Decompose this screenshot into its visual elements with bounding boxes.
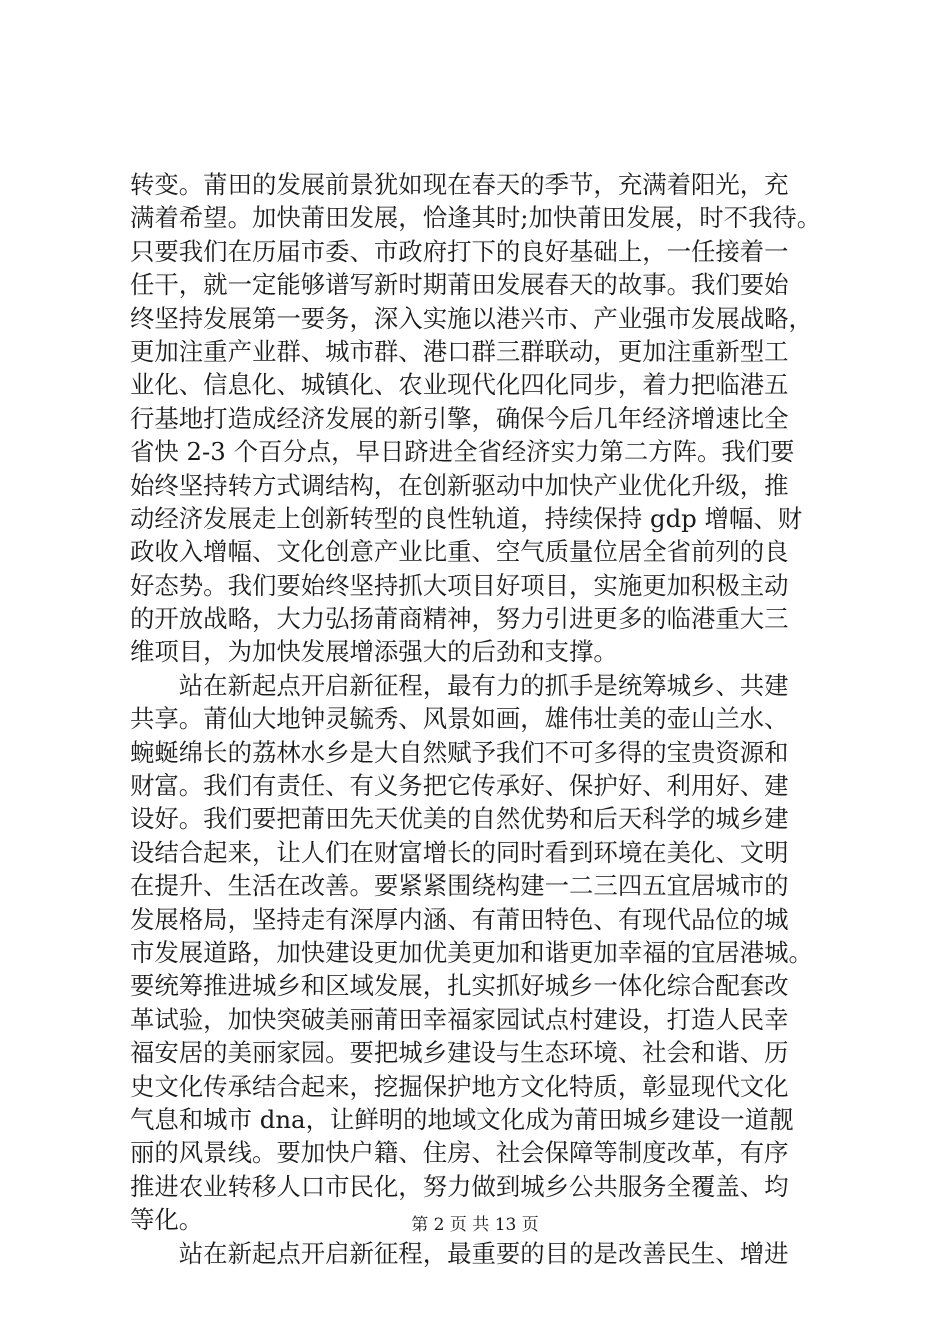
text-line: 更加注重产业群、城市群、港口群三群联动，更加注重新型工 bbox=[130, 336, 789, 366]
text-line: 业化、信息化、城镇化、农业现代化四化同步，着力把临港五 bbox=[130, 370, 789, 400]
text-line: 转变。莆田的发展前景犹如现在春天的季节，充满着阳光，充 bbox=[130, 170, 789, 199]
text-line: 设结合起来，让人们在财富增长的同时看到环境在美化、文明 bbox=[130, 837, 789, 867]
text-line: 省快 2-3 个百分点，早日跻进全省经济实力第二方阵。我们要 bbox=[130, 437, 795, 467]
text-line: 终坚持发展第一要务，深入实施以港兴市、产业强市发展战略， bbox=[130, 303, 813, 333]
text-line: 革试验，加快突破美丽莆田幸福家园试点村建设，打造人民幸 bbox=[130, 1004, 789, 1034]
text-line: 任干，就一定能够谱写新时期莆田发展春天的故事。我们要始 bbox=[130, 270, 789, 300]
text-line: 等化。 bbox=[130, 1205, 204, 1235]
text-line: 共享。莆仙大地钟灵毓秀、风景如画，雄伟壮美的壶山兰水、 bbox=[130, 704, 789, 734]
text-line: 发展格局，坚持走有深厚内涵、有莆田特色、有现代品位的城 bbox=[130, 904, 789, 934]
body-text bbox=[130, 168, 830, 1270]
text-line: 设好。我们要把莆田先天优美的自然优势和后天科学的城乡建 bbox=[130, 804, 789, 834]
text-line: 市发展道路，加快建设更加优美更加和谐更加幸福的宜居港城。 bbox=[130, 937, 813, 967]
text-line: 行基地打造成经济发展的新引擎，确保今后几年经济增速比全 bbox=[130, 403, 789, 433]
text-line: 的开放战略，大力弘扬莆商精神，努力引进更多的临港重大三 bbox=[130, 604, 789, 634]
text-line: 在提升、生活在改善。要紧紧围绕构建一二三四五宜居城市的 bbox=[130, 871, 789, 901]
text-line: 维项目，为加快发展增添强大的后劲和支撑。 bbox=[130, 637, 618, 667]
text-line: 推进农业转移人口市民化，努力做到城乡公共服务全覆盖、均 bbox=[130, 1171, 789, 1201]
text-line: 史文化传承结合起来，挖掘保护地方文化特质，彰显现代文化 bbox=[130, 1071, 789, 1101]
text-line: 丽的风景线。要加快户籍、住房、社会保障等制度改革，有序 bbox=[130, 1138, 789, 1168]
text-line: 好态势。我们要始终坚持抓大项目好项目，实施更加积极主动 bbox=[130, 570, 789, 600]
page-footer bbox=[0, 1215, 950, 1235]
text-line: 满着希望。加快莆田发展，恰逢其时;加快莆田发展，时不我待。 bbox=[130, 203, 822, 233]
text-line: 蜿蜒绵长的荔林水乡是大自然赋予我们不可多得的宝贵资源和 bbox=[130, 737, 789, 767]
text-line: 福安居的美丽家园。要把城乡建设与生态环境、社会和谐、历 bbox=[130, 1038, 789, 1068]
text-line: 动经济发展走上创新转型的良性轨道，持续保持 gdp 增幅、财 bbox=[130, 503, 803, 533]
paragraph-start-line: 站在新起点开启新征程，最有力的抓手是统筹城乡、共建 bbox=[130, 670, 789, 700]
text-line: 只要我们在历届市委、市政府打下的良好基础上，一任接着一 bbox=[130, 236, 789, 266]
text-line: 财富。我们有责任、有义务把它传承好、保护好、利用好、建 bbox=[130, 771, 789, 801]
text-line: 始终坚持转方式调结构，在创新驱动中加快产业优化升级，推 bbox=[130, 470, 789, 500]
text-line: 气息和城市 dna，让鲜明的地域文化成为莆田城乡建设一道靓 bbox=[130, 1104, 794, 1134]
text-line: 要统筹推进城乡和区域发展，扎实抓好城乡一体化综合配套改 bbox=[130, 971, 789, 1001]
page-number: 第 2 页 共 13 页 bbox=[411, 1215, 539, 1235]
text-line: 政收入增幅、文化创意产业比重、空气质量位居全省前列的良 bbox=[130, 537, 789, 567]
paragraph-start-line: 站在新起点开启新征程，最重要的目的是改善民生、增进 bbox=[130, 1238, 789, 1268]
